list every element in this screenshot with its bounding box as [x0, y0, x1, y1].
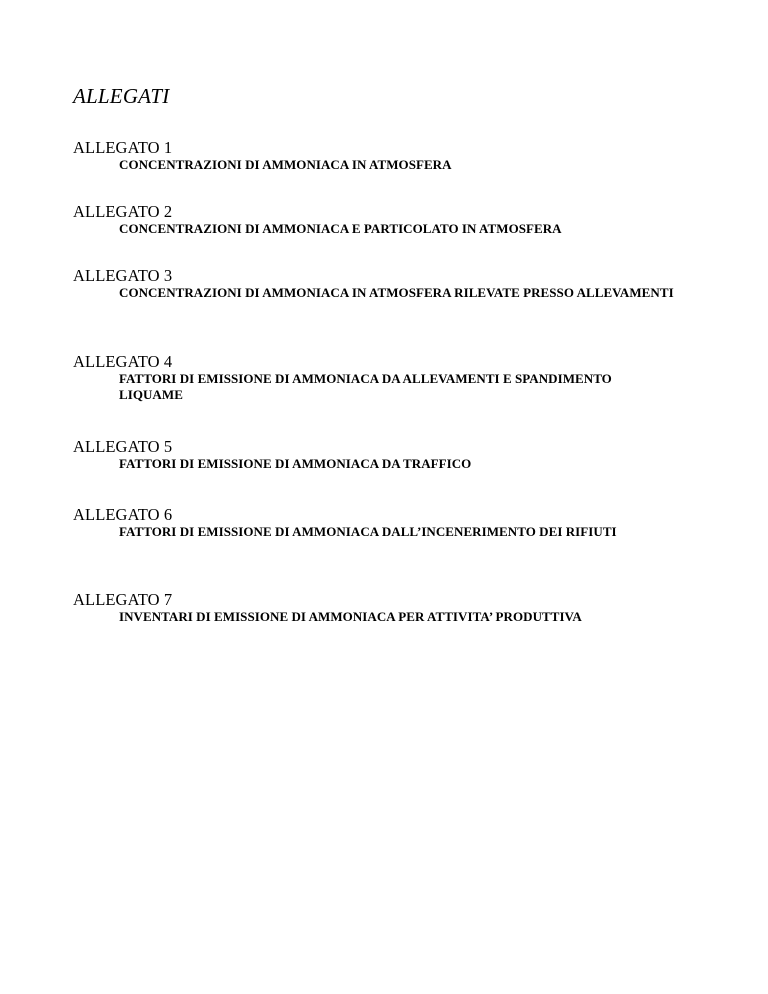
appendix-heading: ALLEGATO 3 [73, 266, 173, 285]
appendix-heading: ALLEGATO 4 [73, 352, 173, 371]
appendix-description: CONCENTRAZIONI DI AMMONIACA E PARTICOLATO IN ATMOSFERA [119, 221, 562, 236]
appendix-entry-5 [73, 437, 693, 472]
appendix-entry-3 [73, 266, 693, 301]
appendix-heading: ALLEGATO 6 [73, 505, 173, 524]
appendix-description: INVENTARI DI EMISSIONE DI AMMONIACA PER ATTIVITA’ PRODUTTIVA [119, 609, 582, 624]
appendix-entry-4 [73, 352, 693, 402]
appendix-entry-6 [73, 505, 693, 540]
appendix-entry-1 [73, 138, 693, 173]
appendix-entry-2 [73, 202, 693, 237]
appendix-heading: ALLEGATO 7 [73, 590, 173, 609]
appendix-heading: ALLEGATO 5 [73, 437, 173, 456]
appendix-heading: ALLEGATO 2 [73, 202, 173, 221]
page-title: ALLEGATI [73, 84, 170, 108]
appendix-description: FATTORI DI EMISSIONE DI AMMONIACA DA ALLEVAMENTI E SPANDIMENTO LIQUAME [119, 371, 612, 402]
appendix-heading: ALLEGATO 1 [73, 138, 173, 157]
appendix-description: CONCENTRAZIONI DI AMMONIACA IN ATMOSFERA RILEVATE PRESSO ALLEVAMENTI [119, 285, 674, 300]
appendix-description: FATTORI DI EMISSIONE DI AMMONIACA DA TRAFFICO [119, 456, 472, 471]
appendix-description: FATTORI DI EMISSIONE DI AMMONIACA DALL’INCENERIMENTO DEI RIFIUTI [119, 524, 617, 539]
appendix-entry-7 [73, 590, 693, 625]
appendix-description: CONCENTRAZIONI DI AMMONIACA IN ATMOSFERA [119, 157, 452, 172]
